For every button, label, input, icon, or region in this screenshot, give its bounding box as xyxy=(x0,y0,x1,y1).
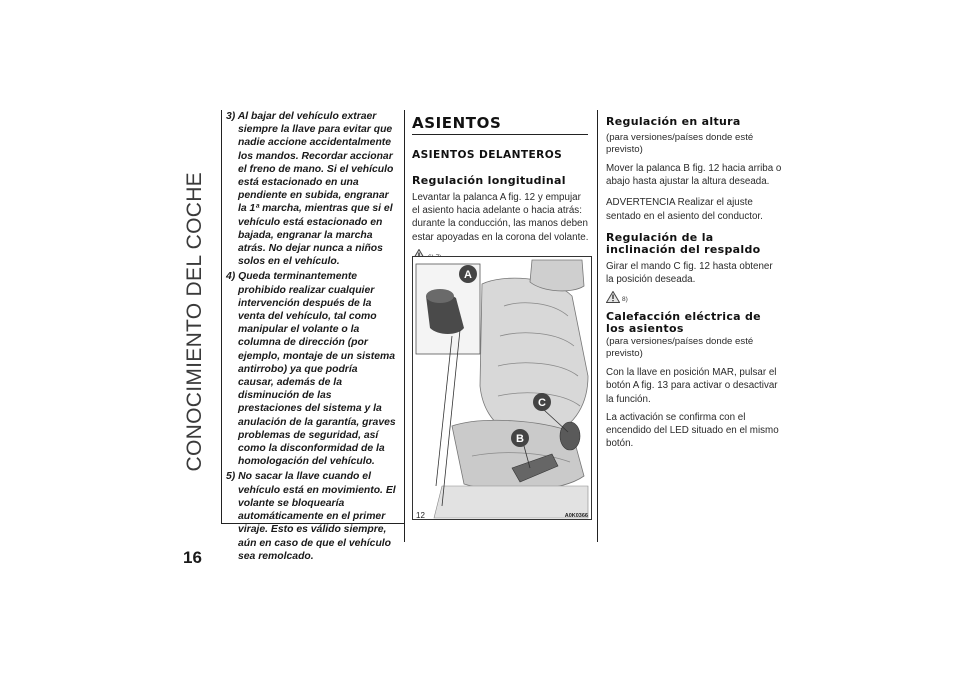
body-height: Mover la palanca B fig. 12 hacia arriba o abajo hasta ajustar la altura deseada. xyxy=(606,163,782,188)
side-section-title xyxy=(178,112,212,532)
body-heating-2: La activación se confirma con el encendido del LED situado en el mismo botón. xyxy=(606,411,779,450)
heading-height: Regulación en altura xyxy=(606,115,741,128)
warning-reference-text: 8) xyxy=(622,296,628,304)
body-longitudinal: Levantar la palanca A fig. 12 y empujar el asiento hacia adelante o hacia atrás: durante la conducción, las manos deben estar apoyadas en la corona del volante. xyxy=(412,192,589,243)
page-number: 16 xyxy=(183,548,202,567)
note-heating: (para versiones/países donde esté previsto) xyxy=(606,336,754,359)
note-height: (para versiones/países donde esté previsto) xyxy=(606,132,754,155)
column-divider-1 xyxy=(404,110,405,542)
heading-longitudinal: Regulación longitudinal xyxy=(412,174,566,187)
warning-item: 5) No sacar la llave cuando el vehículo está en movimiento. El volante se bloquearía automáticamente en el primer viraje. Esto es válido siempre, aún en caso de que el vehículo sea remolcado. xyxy=(226,471,396,562)
side-section-title-text: CONOCIMIENTO DEL COCHE xyxy=(183,172,206,472)
figure-seat-controls xyxy=(412,256,592,520)
figure-code: A0K0366 xyxy=(564,513,588,519)
warning-reference xyxy=(606,291,782,303)
column-divider-2 xyxy=(597,110,598,542)
callout-a: A xyxy=(464,269,472,281)
subsection-title: ASIENTOS DELANTEROS xyxy=(412,149,563,161)
advertencia-height: ADVERTENCIA Realizar el ajuste sentado en el asiento del conductor. xyxy=(606,197,763,222)
heading-recline: Regulación de la inclinación del respaldo xyxy=(606,230,761,256)
warning-triangle-icon xyxy=(606,291,620,303)
warning-box-left-rule xyxy=(221,110,222,524)
middle-column xyxy=(412,114,590,269)
figure-number: 12 xyxy=(416,511,425,520)
body-recline: Girar el mando C fig. 12 hasta obtener la posición deseada. xyxy=(606,260,773,286)
body-heating-1: Con la llave en posición MAR, pulsar el botón A fig. 13 para activar o desactivar la función. xyxy=(606,367,778,405)
callout-b: B xyxy=(516,433,524,445)
callout-c: C xyxy=(538,397,546,409)
right-column xyxy=(606,116,782,455)
section-title-underline xyxy=(412,134,588,135)
section-title: ASIENTOS xyxy=(412,114,502,132)
warning-item: 3) Al bajar del vehículo extraer siempre la llave para evitar que nadie accione accidentalmente los mandos. Recordar accionar el freno de mano. Si el vehículo está estacionado en una pendiente en subida, engranar la 1ª marcha, mientras que si el vehículo está estacionado en bajada, engranar la marcha atrás. No dejar nunca a niños solos en el vehículo. xyxy=(226,111,394,268)
seat-illustration xyxy=(412,256,592,520)
warning-item: 4) Queda terminantemente prohibido realizar cualquier intervención después de la venta del vehículo, tal como manipular el volante o la columna de dirección (por ejemplo, montaje de un sistema antirrobo) ya que podría causar, además de la disminución de las prestaciones del sistema y la anulación de la garantía, graves problemas de seguridad, así como la disconformidad de la homologación del vehículo. xyxy=(226,271,396,468)
warnings-column xyxy=(226,110,396,565)
heading-heating: Calefacción eléctrica de los asientos xyxy=(606,310,761,336)
